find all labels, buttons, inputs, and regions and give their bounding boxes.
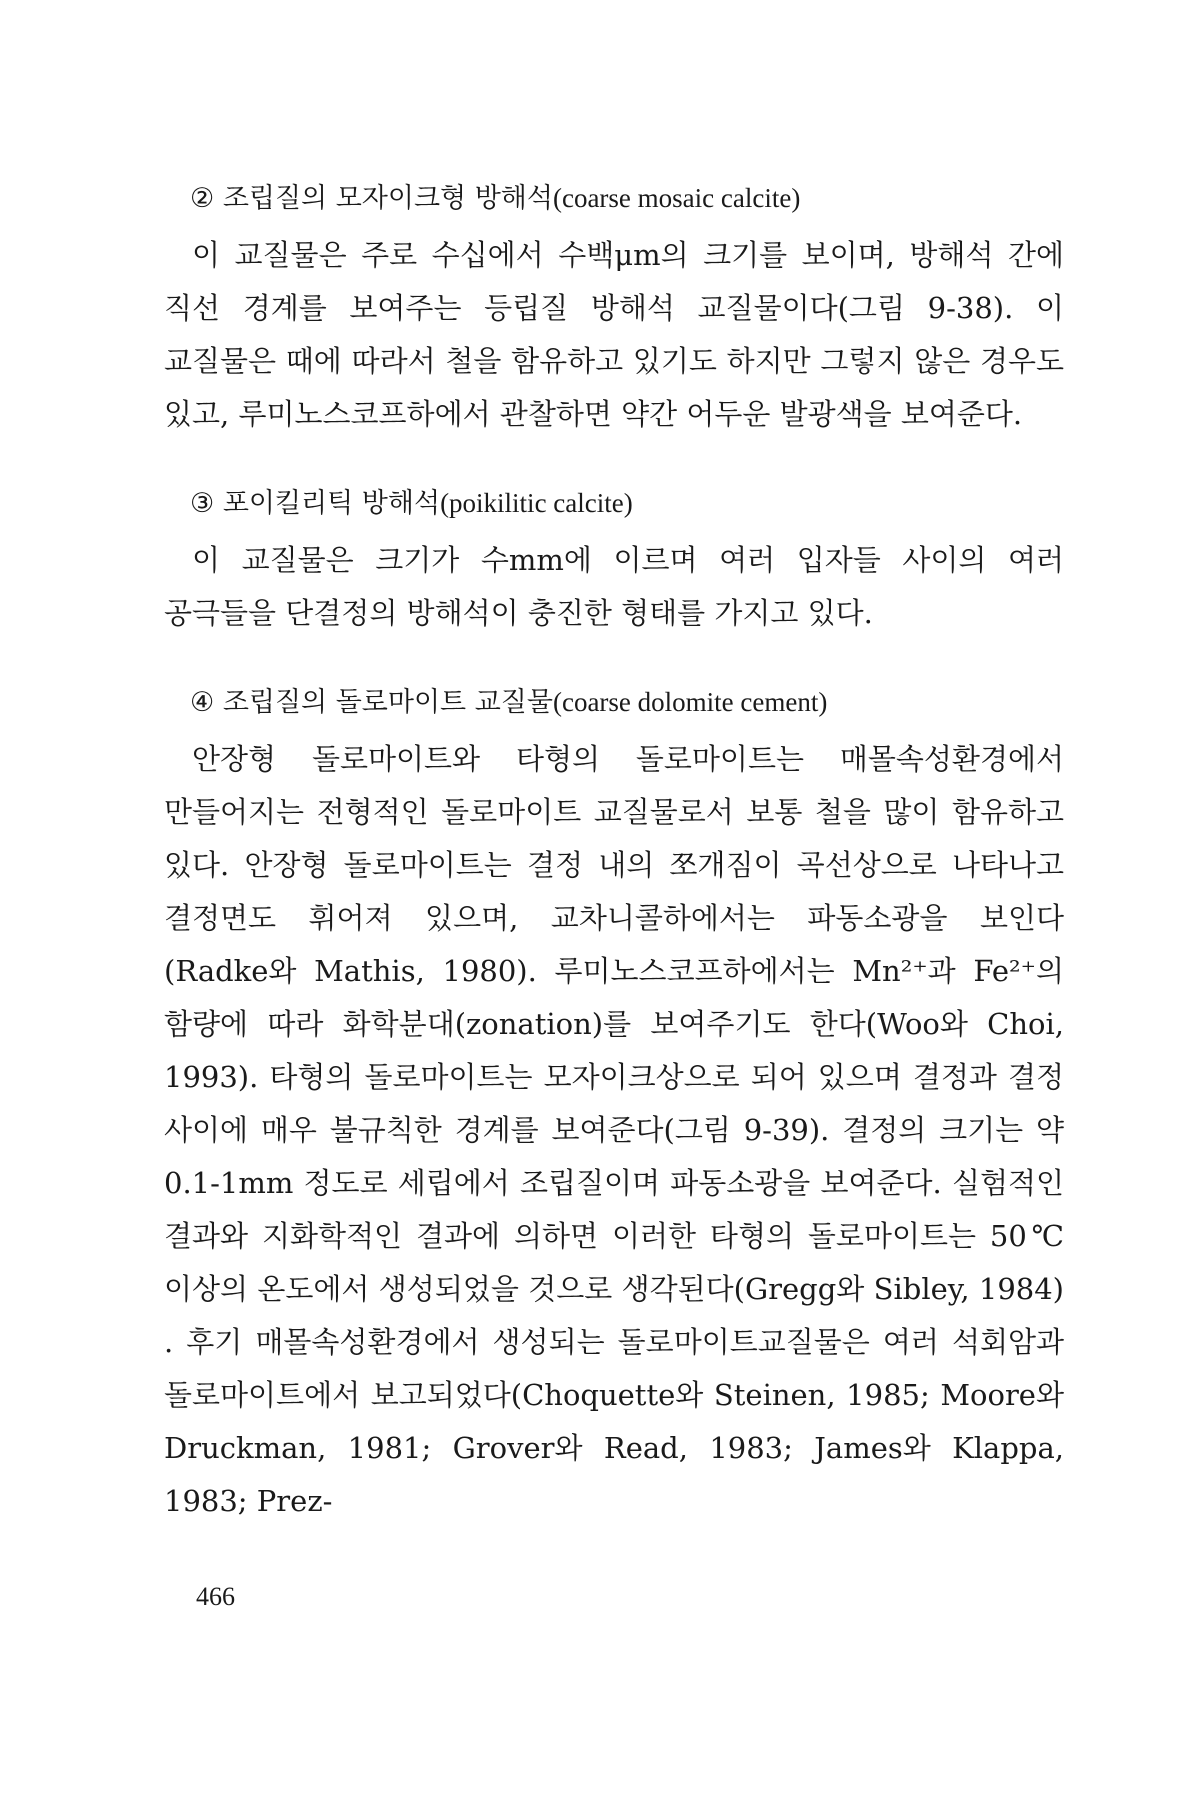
section-number: ② (190, 183, 215, 214)
section-heading (190, 180, 1064, 217)
section-title-korean: 조립질의 모자이크형 방해석 (222, 183, 553, 214)
section-paragraph: 안장형 돌로마이트와 타형의 돌로마이트는 매몰속성환경에서 만들어지는 전형적인 돌로마이트 교질물로서 보통 철을 많이 함유하고 있다. 안장형 돌로마이트는 결정 내의 쪼개짐이 곡선상으로 나타나고 결정면도 휘어져 있으며, 교차니콜하에서는 파동소광을 보인다(Radke와 Mathis, 1980). 루미노스코프하에서는 Mn²⁺과 Fe²⁺의 함량에 따라 화학분대(zonation)를 보여주기도 한다(Woo와 Choi, 1993). 타형의 돌로마이트는 모자이크상으로 되어 있으며 결정과 결정 사이에 매우 불규칙한 경계를 보여준다(그림 9-39). 결정의 크기는 약 0.1-1mm 정도로 세립에서 조립질이며 파동소광을 보여준다. 실험적인 결과와 지화학적인 결과에 의하면 이러한 타형의 돌로마이트는 50℃ 이상의 온도에서 생성되었을 것으로 생각된다(Gregg와 Sibley, 1984) . 후기 매몰속성환경에서 생성되는 돌로마이트교질물은 여러 석회암과 돌로마이트에서 보고되었다(Choquette와 Steinen, 1985; Moore와 Druckman, 1981; Grover와 Read, 1983; James와 Klappa, 1983; Prez- (164, 742, 1064, 1518)
section-title-english: (coarse dolomite cement) (552, 687, 828, 717)
page-number: 466 (196, 1582, 235, 1611)
section-paragraph: 이 교질물은 주로 수십에서 수백μm의 크기를 보이며, 방해석 간에 직선 경계를 보여주는 등립질 방해석 교질물이다(그림 9-38). 이 교질물은 때에 따라서 철을 함유하고 있기도 하지만 그렇지 않은 경우도 있고, 루미노스코프하에서 관찰하면 약간 어두운 발광색을 보여준다. (164, 238, 1064, 431)
section-title-korean: 포이킬리틱 방해석 (222, 488, 441, 519)
section-coarse-dolomite-cement (164, 684, 1064, 1528)
section-heading (190, 684, 1064, 721)
section-title-english: (coarse mosaic calcite) (552, 183, 801, 213)
section-title-english: (poikilitic calcite) (440, 488, 633, 518)
document-page (164, 180, 1064, 1572)
section-paragraph: 이 교질물은 크기가 수mm에 이르며 여러 입자들 사이의 여러 공극들을 단결정의 방해석이 충진한 형태를 가지고 있다. (164, 543, 1064, 630)
section-heading (190, 485, 1064, 522)
section-coarse-mosaic-calcite (164, 180, 1064, 441)
section-number: ④ (190, 687, 215, 718)
section-poikilitic-calcite (164, 485, 1064, 640)
section-number: ③ (190, 488, 215, 519)
section-title-korean: 조립질의 돌로마이트 교질물 (222, 687, 553, 718)
